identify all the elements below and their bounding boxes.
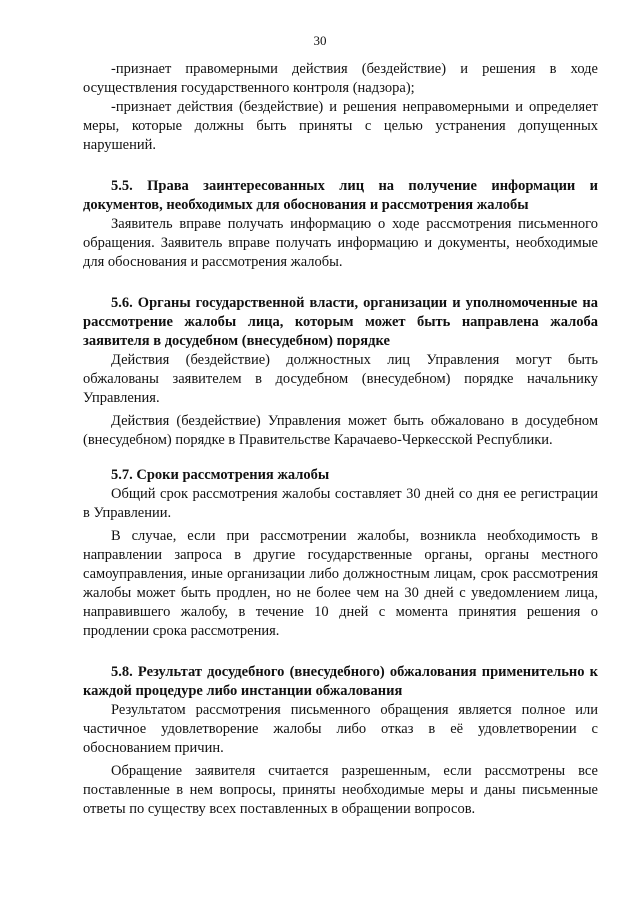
section-5-8-paragraph-2: Обращение заявителя считается разрешенным, если рассмотрены все поставленные в нем вопросы, приняты необходимые меры и даны письменные ответы по существу всех поставленных в обращении вопросов.	[83, 763, 598, 817]
section-5-8-paragraph-1: Результатом рассмотрения письменного обращения является полное или частичное удовлетворение жалобы либо отказ в её удовлетворении с обоснованием причин.	[83, 702, 598, 756]
section-5-6-heading: 5.6. Органы государственной власти, организации и уполномоченные на рассмотрение жалобы лица, которым может быть направлена жалоба заявителя в досудебном (внесудебном) порядке	[83, 295, 598, 349]
section-5-7-paragraph-2: В случае, если при рассмотрении жалобы, возникла необходимость в направлении запроса в другие государственные органы, органы местного самоуправления, иные организации либо должностным лицам, срок рассмотрения жалобы может быть продлен, но не более чем на 30 дней с уведомлением лица, направившего жалобу, в течение 10 дней с момента принятия решения о продлении срока рассмотрения.	[83, 528, 598, 639]
intro-paragraph-2: -признает действия (бездействие) и решения неправомерными и определяет меры, которые должны быть приняты с целью устранения допущенных нарушений.	[83, 99, 598, 153]
section-5-6-paragraph-2: Действия (бездействие) Управления может быть обжаловано в досудебном (внесудебном) порядке в Правительстве Карачаево-Черкесской Республики.	[83, 413, 598, 448]
page-content	[83, 60, 598, 819]
section-5-7-paragraph-1: Общий срок рассмотрения жалобы составляет 30 дней со дня ее регистрации в Управлении.	[83, 486, 598, 521]
section-5-6-paragraph-1: Действия (бездействие) должностных лиц Управления могут быть обжалованы заявителем в досудебном (внесудебном) порядке начальнику Управления.	[83, 352, 598, 406]
page-number: 30	[313, 33, 327, 48]
section-5-8-heading: 5.8. Результат досудебного (внесудебного) обжалования применительно к каждой процедуре либо инстанции обжалования	[83, 664, 598, 699]
section-5-5-heading: 5.5. Права заинтересованных лиц на получение информации и документов, необходимых для обоснования и рассмотрения жалобы	[83, 178, 598, 213]
section-5-7-heading: 5.7. Сроки рассмотрения жалобы	[111, 467, 330, 483]
intro-paragraph-1: -признает правомерными действия (бездействие) и решения в ходе осуществления государственного контроля (надзора);	[83, 61, 598, 96]
section-5-5-paragraph-1: Заявитель вправе получать информацию о ходе рассмотрения письменного обращения. Заявитель вправе получать информацию и документы, необходимые для обоснования и рассмотрения жалобы.	[83, 216, 598, 270]
